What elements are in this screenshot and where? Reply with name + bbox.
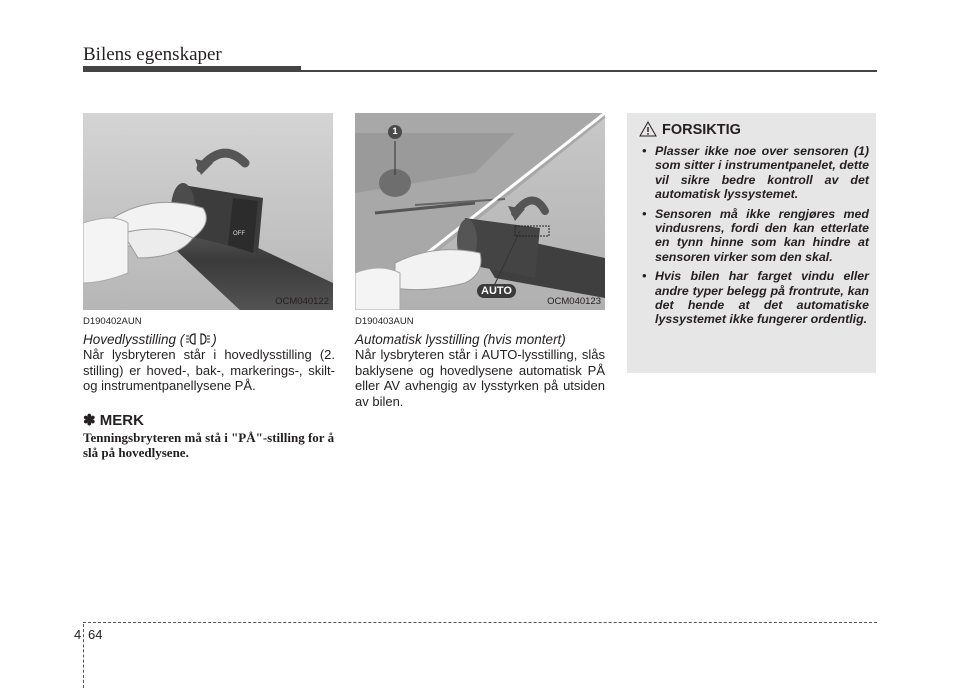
section-title: Automatisk lysstilling (hvis montert) [355,332,566,347]
footer-divider [83,624,84,688]
figure-code: OCM040123 [547,296,601,307]
caution-item: • Plasser ikke noe over sensoren (1) som sitter i instrumentpanelet, dette vil sikre bedre kontroll av det automatisk lyssystemet. [635,144,869,202]
caution-box [627,113,876,373]
figure-code: OCM040122 [275,296,329,307]
headlight-icon [186,332,210,346]
section-title: Hovedlysstilling ( ) [83,332,217,347]
auto-label: AUTO [477,284,516,298]
caution-title: FORSIKTIG [662,122,741,138]
svg-text:☼: ☼ [261,214,268,221]
caution-list [635,144,869,332]
section-code: D190402AUN [83,316,142,327]
chapter-number: 4 [74,627,82,642]
note-title: ✽ MERK [83,412,144,429]
caution-item: • Hvis bilen har farget vindu eller andre typer belegg på frontrute, kan det hende at det automatiske lyssystemet ikke fungerer ordentlig. [635,269,869,327]
caution-item: • Sensoren må ikke rengjøres med vindusrens, fordi den kan etterlate en tynn hinne som kan hindre at sensoren virker som den skal. [635,207,869,265]
note-text: Tenningsbryteren må stå i "PÅ"-stilling for å slå på hovedlysene. [83,430,335,460]
middle-figure [355,113,605,310]
left-figure [83,113,333,310]
footer-rule [83,622,877,623]
svg-text:OFF: OFF [233,231,245,237]
sensor-callout: 1 [388,125,402,139]
section-code: D190403AUN [355,316,414,327]
header-title: Bilens egenskaper [83,44,222,65]
body-paragraph: Når lysbryteren står i AUTO-lysstilling, slås baklysene og hovedlysene automatisk PÅ eller AV avhengig av lysstyrken på utsiden av bilen. [355,347,605,409]
body-paragraph: Når lysbryteren står i hovedlysstilling (2. stilling) er hoved-, bak-, markerings-, skilt- og instrumentpanellysene PÅ. [83,347,335,394]
warning-icon [639,121,657,137]
page-number: 64 [88,627,103,642]
header-rule-thick [83,66,301,72]
header-rule-thin [301,70,877,72]
